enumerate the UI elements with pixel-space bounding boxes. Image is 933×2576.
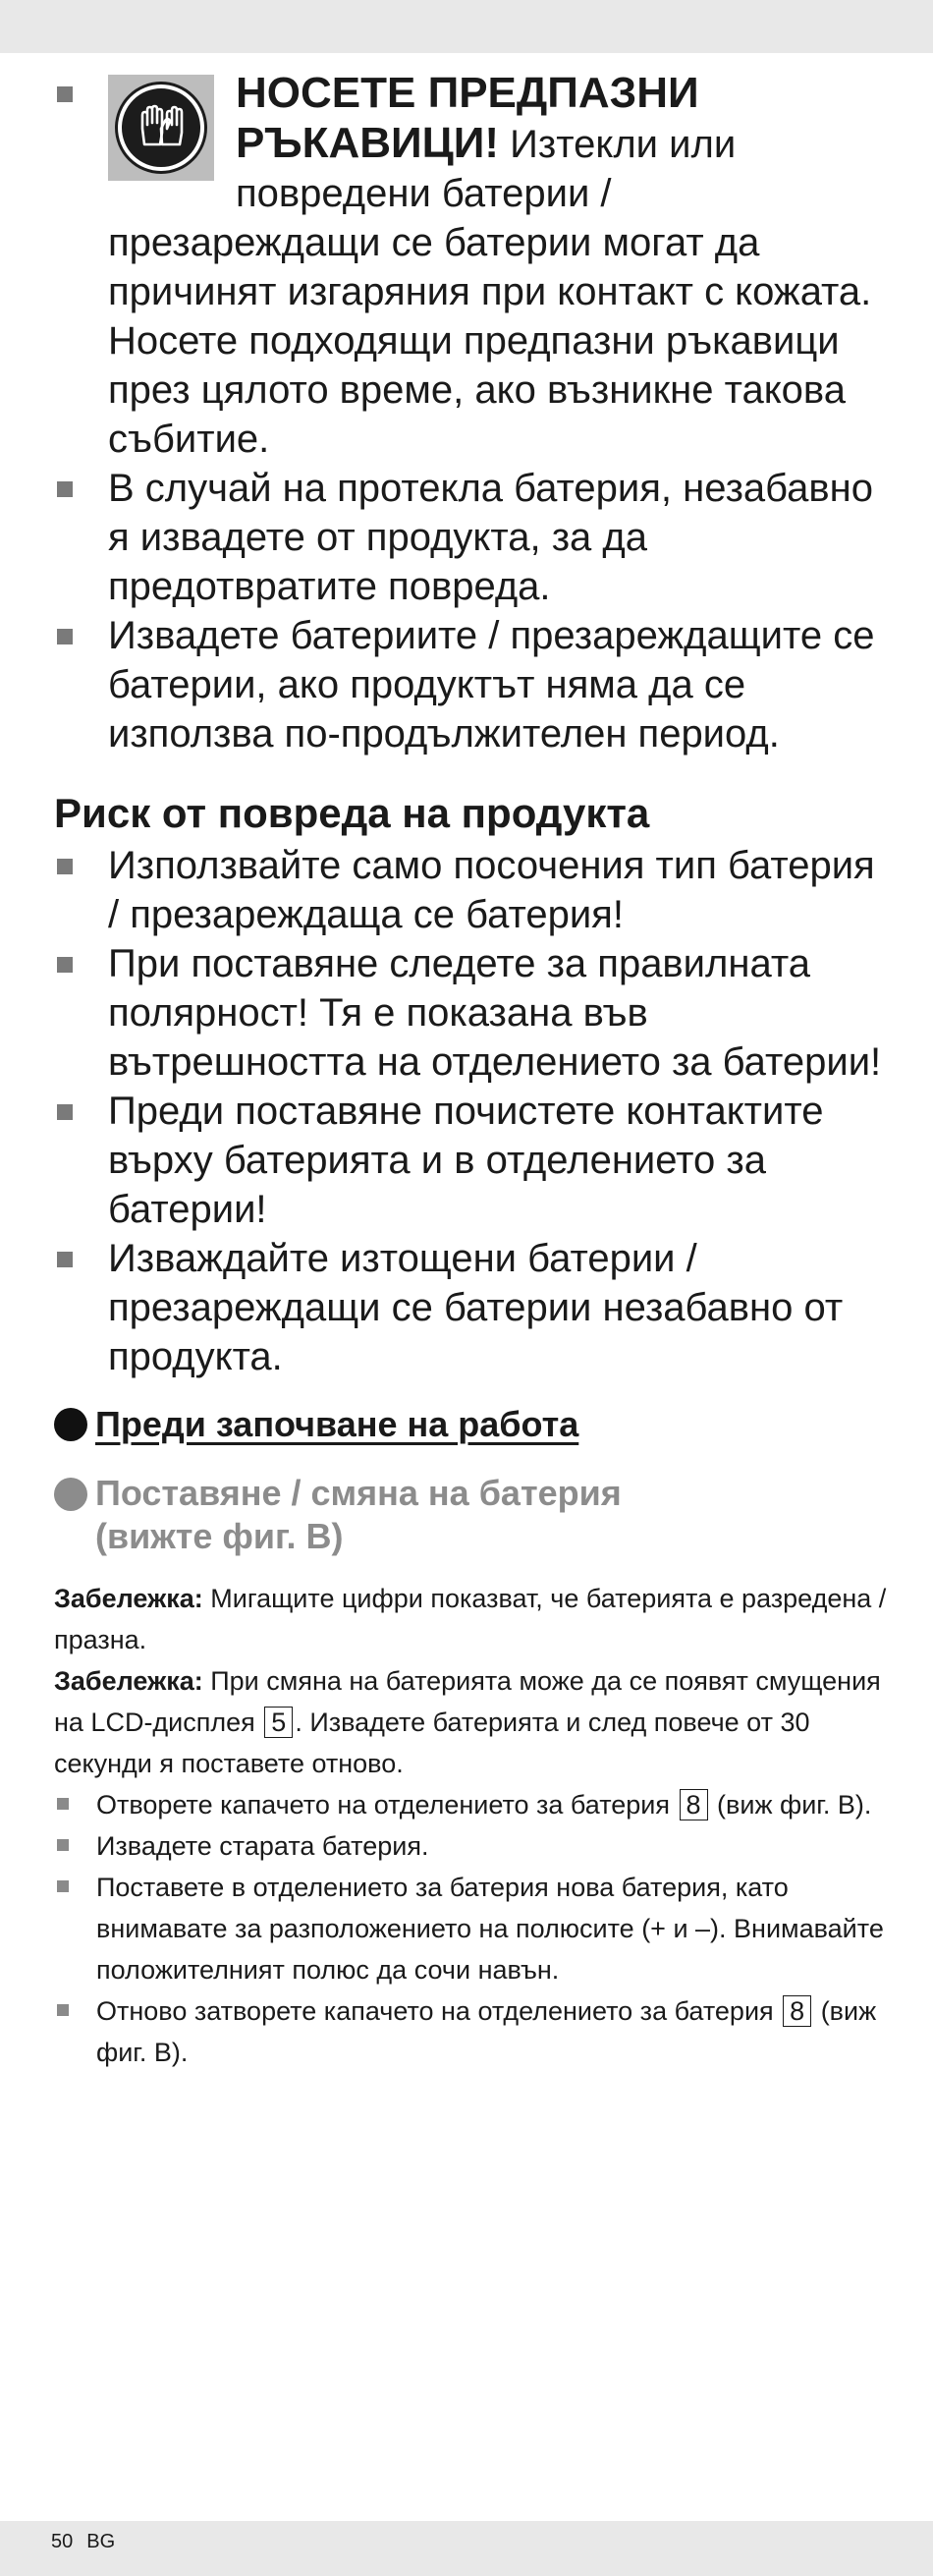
gloves-icon [108, 75, 214, 181]
filled-circle-icon [54, 1408, 87, 1441]
warning-text [108, 69, 894, 464]
square-bullet-icon [57, 2004, 69, 2016]
step-item [0, 1784, 933, 1825]
warning-body: Изтекли или повредени батерии / презареждащи се батерии могат да причинят изгаряния при контакт с кожата. Носете подходящи предпазни ръкавици през цялото време, ако възникне такова събитие. [108, 123, 872, 461]
reference-number: 8 [680, 1789, 708, 1820]
warning-text: Извадете батериите / презареждащите се батерии, ако продуктът няма да се използва по-продължителен период. [108, 614, 875, 756]
section-title-product-damage: Риск от повреда на продукта [54, 790, 650, 836]
note-text: При смяна на батерията може да се появят смущения на LCD-дисплея [54, 1666, 881, 1737]
risk-item [0, 1234, 933, 1381]
note-text: . Извадете батерията и след повече от 30 секунди я поставете отново. [54, 1708, 810, 1778]
page-number: 50 [51, 2531, 74, 2552]
bottom-band [0, 2521, 933, 2576]
note-label: Забележка: [54, 1584, 203, 1613]
chapter-title: Преди започване на работа [95, 1404, 579, 1444]
square-bullet-icon [57, 859, 73, 874]
chapter-title-line1: Поставяне / смяна на батерия [95, 1473, 622, 1513]
step-text: Отворете капачето на отделението за батерия 8 (виж фиг. B). [96, 1790, 872, 1820]
chapter-heading-battery [54, 1472, 933, 1558]
square-bullet-icon [57, 86, 73, 102]
chapter-heading-before-use [54, 1403, 933, 1446]
top-band [0, 0, 933, 53]
risk-item-text: При поставяне следете за правилната полярност! Тя е показана във вътрешността на отделението за батерии! [108, 942, 882, 1084]
note-lcd-interference [54, 1660, 889, 1784]
square-bullet-icon [57, 1880, 69, 1892]
square-bullet-icon [57, 1104, 73, 1120]
warning-text: В случай на протекла батерия, незабавно я извадете от продукта, за да предотвратите повреда. [108, 467, 873, 608]
risk-item-text: Изваждайте изтощени батерии / презареждащи се батерии незабавно от продукта. [108, 1237, 844, 1378]
square-bullet-icon [57, 481, 73, 497]
risk-item [0, 939, 933, 1087]
step-text: Поставете в отделението за батерия нова батерия, като внимавате за разположението на полюсите (+ и –). Внимавайте положителният полюс да сочи навън. [96, 1873, 884, 1985]
square-bullet-icon [57, 629, 73, 644]
page-footer [51, 2527, 115, 2556]
step-item [0, 1990, 933, 2073]
risk-item [0, 841, 933, 939]
square-bullet-icon [57, 1252, 73, 1267]
note-label: Забележка: [54, 1666, 203, 1696]
reference-number: 8 [783, 1995, 811, 2027]
page-content [0, 69, 933, 2073]
warning-heading: НОСЕТЕ ПРЕДПАЗНИ РЪКАВИЦИ! [236, 69, 699, 167]
step-item [0, 1867, 933, 1990]
grey-circle-icon [54, 1478, 87, 1511]
language-code: BG [86, 2531, 116, 2552]
risk-item-text: Преди поставяне почистете контактите върху батерията и в отделението за батерии! [108, 1090, 824, 1231]
square-bullet-icon [57, 957, 73, 973]
note-text: Мигащите цифри показват, че батерията е разредена / празна. [54, 1584, 887, 1654]
square-bullet-icon [57, 1839, 69, 1851]
warning-item-gloves [0, 69, 933, 464]
chapter-title-line2: (вижте фиг. B) [95, 1516, 344, 1556]
square-bullet-icon [57, 1798, 69, 1810]
risk-item-text: Използвайте само посочения тип батерия / презареждаща се батерия! [108, 844, 875, 936]
step-text: Отново затворете капачето на отделението за батерия 8 (виж фиг. B). [96, 1996, 877, 2067]
warning-item-remove [0, 611, 933, 758]
risk-item [0, 1087, 933, 1234]
warning-item-leak [0, 464, 933, 611]
reference-number: 5 [264, 1707, 293, 1738]
step-item [0, 1825, 933, 1867]
note-flashing-digits [54, 1578, 889, 1660]
step-text: Извадете старата батерия. [96, 1831, 429, 1861]
